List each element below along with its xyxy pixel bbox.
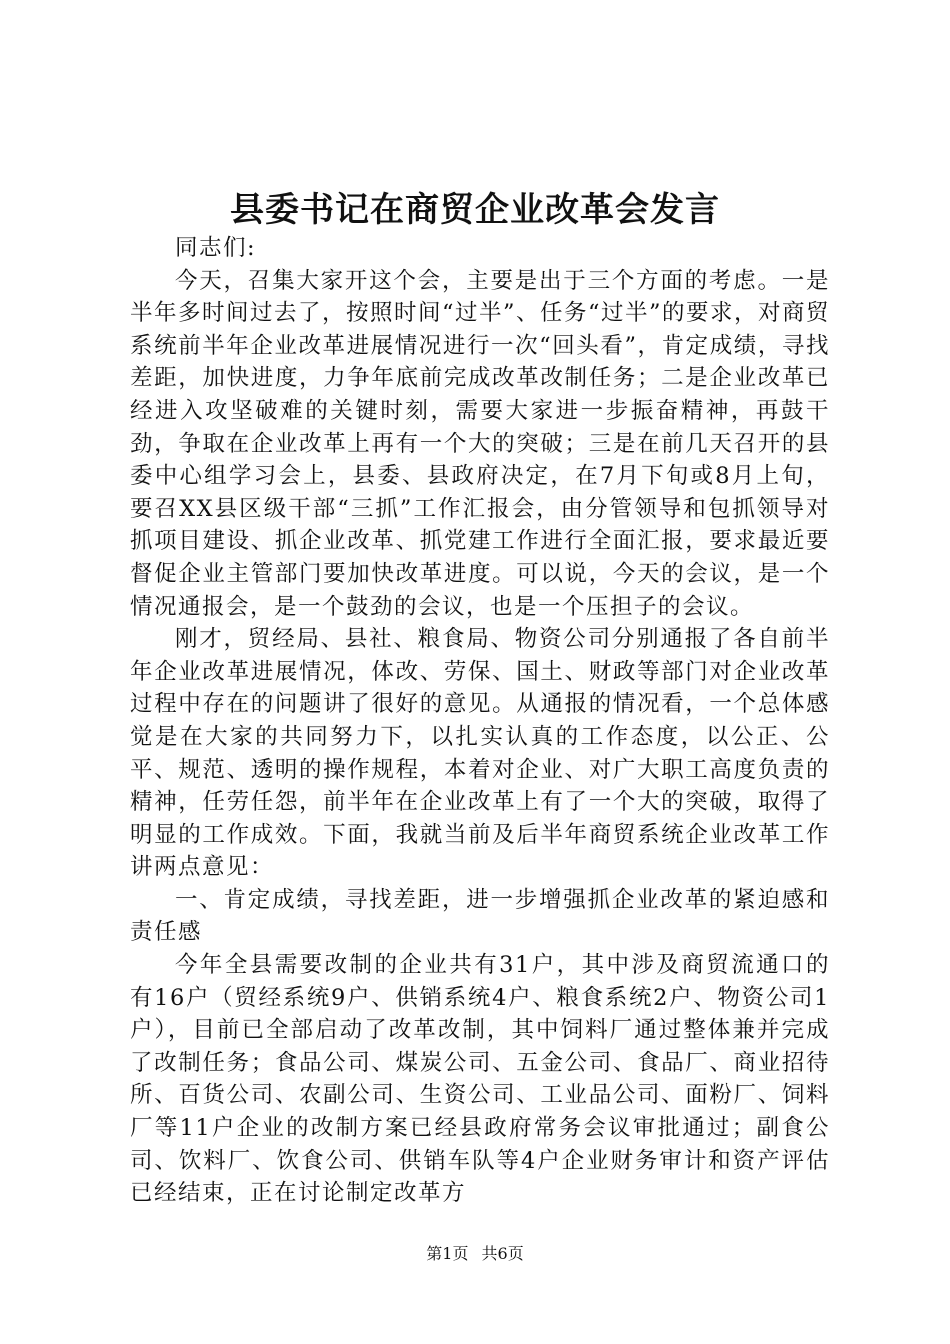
page-footer — [0, 1244, 950, 1264]
document-body — [130, 232, 830, 1210]
salutation-paragraph: 同志们: — [175, 235, 257, 261]
document-title: 县委书记在商贸企业改革会发言 — [230, 190, 720, 230]
page-number: 第1页 — [426, 1244, 469, 1263]
page-total: 共6页 — [481, 1244, 524, 1263]
body-paragraph: 今天，召集大家开这个会，主要是出于三个方面的考虑。一是半年多时间过去了，按照时间“过半”、任务“过半”的要求，对商贸系统前半年企业改革进展情况进行一次“回头看”，肯定成绩，寻找差距，加快进度，力争年底前完成改革改制任务；二是企业改革已经进入攻坚破难的关键时刻，需要大家进一步振奋精神，再鼓干劲，争取在企业改革上再有一个大的突破；三是在前几天召开的县委中心组学习会上，县委、县政府决定，在7月下旬或8月上旬，要召XX县区级干部“三抓”工作汇报会，由分管领导和包抓领导对抓项目建设、抓企业改革、抓党建工作进行全面汇报，要求最近要督促企业主管部门要加快改革进度。可以说，今天的会议，是一个情况通报会，是一个鼓劲的会议，也是一个压担子的会议。 — [130, 267, 831, 620]
body-paragraph: 刚才，贸经局、县社、粮食局、物资公司分别通报了各自前半年企业改革进展情况，体改、劳保、国土、财政等部门对企业改革过程中存在的问题讲了很好的意见。从通报的情况看，一个总体感觉是在大家的共同努力下，以扎实认真的工作态度，以公正、公平、规范、透明的操作规程，本着对企业、对广大职工高度负责的精神，任劳任怨，前半年在企业改革上有了一个大的突破，取得了明显的工作成效。下面，我就当前及后半年商贸系统企业改革工作讲两点意见： — [130, 626, 830, 881]
section-heading: 一、肯定成绩，寻找差距，进一步增强抓企业改革的紧迫感和责任感 — [130, 886, 830, 946]
body-paragraph: 今年全县需要改制的企业共有31户，其中涉及商贸流通口的有16户（贸经系统9户、供销系统4户、粮食系统2户、物资公司1户），目前已全部启动了改革改制，其中饲料厂通过整体兼并完成了改制任务；食品公司、煤炭公司、五金公司、食品厂、商业招待所、百货公司、农副公司、生资公司、工业品公司、面粉厂、饲料厂等11户企业的改制方案已经县政府常务会议审批通过；副食公司、饮料厂、饮食公司、供销车队等4户企业财务审计和资产评估已经结束，正在讨论制定改革方 — [130, 952, 830, 1207]
